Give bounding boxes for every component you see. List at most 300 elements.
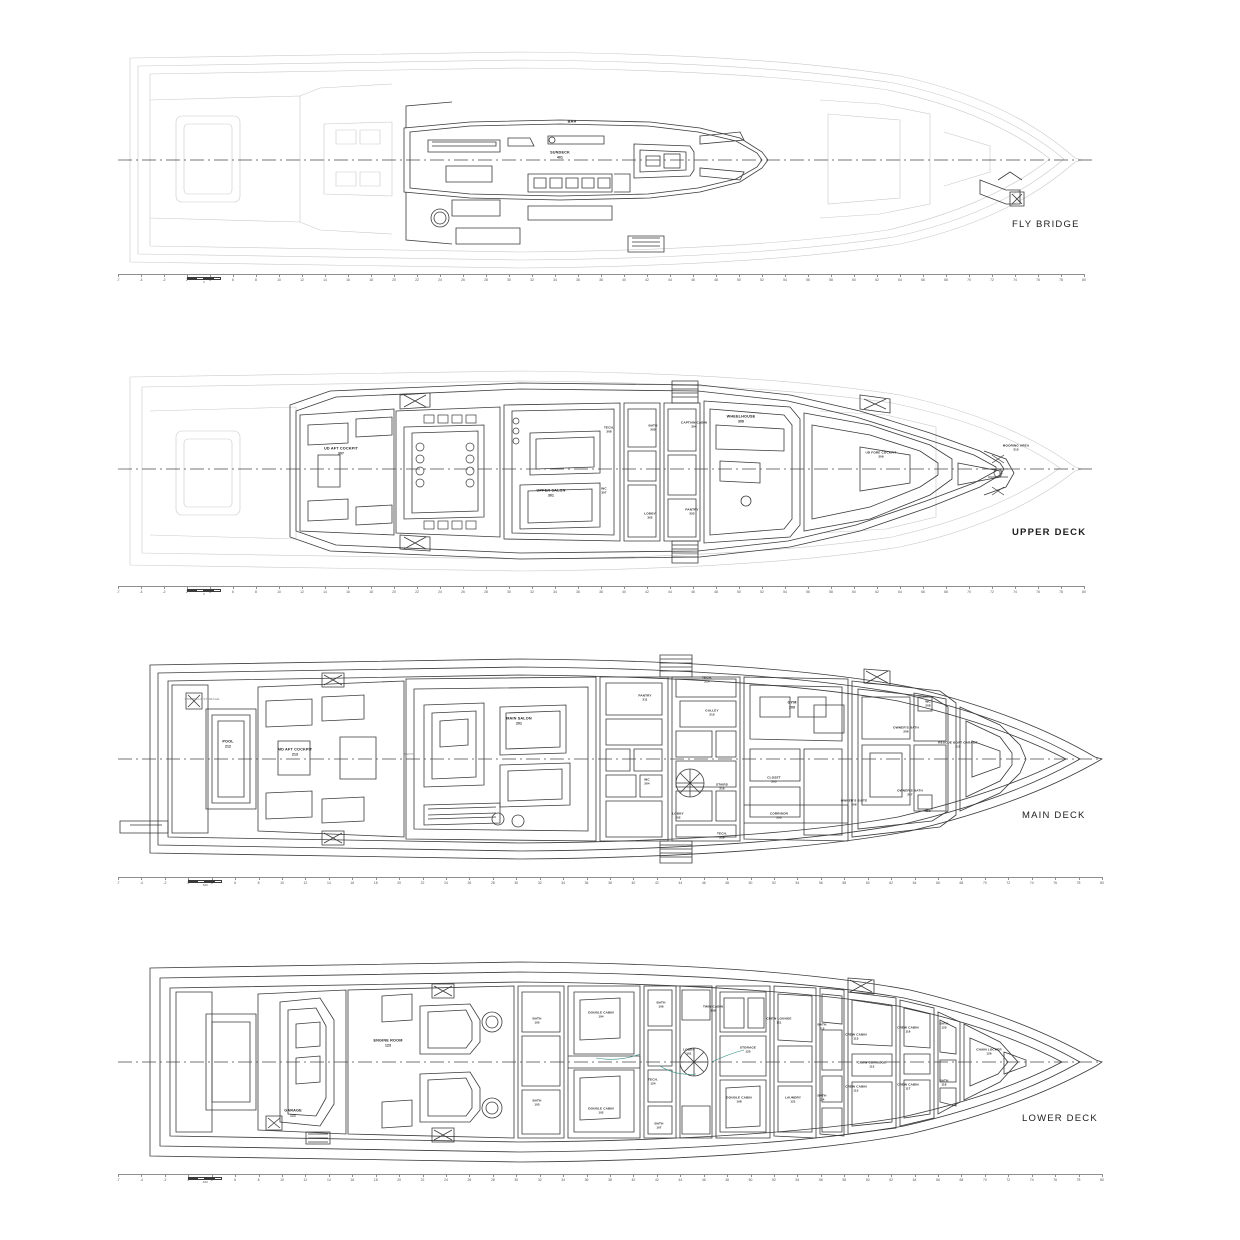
ruler-tick-label: 56 [806, 277, 810, 282]
room-number: 201 [515, 721, 523, 726]
ruler-tick-label: 74 [1029, 880, 1034, 885]
ruler-tick-label: 66 [921, 589, 925, 594]
ruler-tick-label: 52 [772, 880, 776, 885]
ruler-tick-label: 36 [576, 589, 580, 594]
room-name: CREW CABIN [845, 1084, 867, 1089]
ruler-tick-label: 68 [959, 1177, 964, 1182]
room-number: 105 [534, 1020, 540, 1025]
room-name: SUNDECK [550, 150, 570, 155]
room-name: GALLEY [705, 708, 719, 713]
ruler-tick-label: 36 [584, 880, 589, 885]
deck-title-upper-deck: UPPER DECK [1012, 527, 1087, 538]
room-number: 307 [337, 451, 345, 456]
room-name: GARAGE [284, 1108, 302, 1113]
ruler-tick-label: 58 [842, 880, 847, 885]
ruler-tick-label: 56 [806, 589, 810, 594]
room-name: CREW CABIN [845, 1032, 867, 1037]
ruler-tick-label: 10 [280, 1177, 284, 1182]
ruler-tick-label: 30 [507, 277, 511, 282]
room-name: UD FORE COCKPIT [865, 450, 897, 455]
room-name: LOBBY [672, 811, 684, 816]
room-number: 108 [736, 1099, 742, 1104]
ruler-tick-label: 14 [323, 589, 327, 594]
ruler-tick-label: 66 [936, 880, 940, 885]
ruler-tick-label: -2 [162, 589, 166, 594]
ruler-tick-label: 2 [187, 880, 190, 885]
ruler-tick-label: 16 [346, 277, 350, 282]
ruler-tick-label: 4 [210, 880, 213, 885]
ruler-tick-label: 8 [255, 589, 257, 594]
ruler-tick-label: 68 [959, 880, 964, 885]
ruler-tick-label: 74 [1013, 589, 1017, 594]
ruler-tick-label: 56 [818, 880, 823, 885]
room-name: OWNER'S BATH [893, 725, 919, 730]
room-number: 204 [644, 781, 650, 786]
ruler-tick-label: 42 [645, 277, 649, 282]
room-name: BATH [939, 1078, 949, 1083]
deck-fly-bridge [0, 40, 1240, 280]
ruler-tick-label: 70 [982, 1177, 987, 1182]
ruler-tick-label: 6 [232, 277, 234, 282]
ruler-tick-label: 42 [654, 1177, 659, 1182]
room-number: 117 [905, 1086, 911, 1091]
ruler-tick-label: 4 [209, 589, 211, 594]
ruler-tick-label: 70 [967, 589, 971, 594]
room-number: 114 [819, 1097, 825, 1102]
room-number: 310 [1013, 447, 1019, 452]
ruler-tick-label: 30 [514, 880, 519, 885]
ruler-tick-label: 48 [714, 589, 718, 594]
room-name: UPPER SALON [536, 488, 566, 493]
room-number: 216 [719, 786, 725, 791]
scale-bar-segment [204, 277, 213, 280]
ruler-tick-label: 4 [209, 277, 211, 282]
room-number: 107 [656, 1125, 662, 1130]
ruler-tick-label: 66 [936, 1177, 940, 1182]
room-number: 118 [941, 1082, 947, 1087]
room-name: CLOSET [767, 775, 781, 780]
ruler-tick-label: 32 [537, 880, 542, 885]
room-number: 301 [547, 493, 555, 498]
room-name: TECH. [701, 675, 713, 680]
ruler-tick-label: 60 [865, 1177, 870, 1182]
ruler-tick-label: 54 [783, 277, 787, 282]
ruler-tick-label: 68 [944, 277, 948, 282]
ruler-tick-label: 22 [415, 277, 419, 282]
room-number: 214 [704, 679, 710, 684]
ruler-tick-label: 48 [725, 1177, 730, 1182]
ruler-lower-deck [118, 1174, 1102, 1188]
room-name: BATH [648, 423, 658, 428]
ruler-tick-label: 78 [1076, 880, 1081, 885]
room-name: UMBRELLA STORAGE [184, 697, 220, 702]
ruler-tick-label: 28 [490, 1177, 495, 1182]
room-name: WC [601, 486, 607, 491]
scale-bar-segment [205, 1177, 214, 1180]
ruler-tick-label: 34 [561, 880, 566, 885]
ruler-tick-label: 80 [1082, 277, 1086, 282]
scale-bar-segment [197, 880, 206, 883]
deck-title-fly-bridge: FLY BRIDGE [1012, 219, 1080, 230]
room-number: 206 [851, 802, 857, 807]
room-number: 125 [745, 1049, 751, 1054]
ruler-tick-label: 36 [584, 1177, 589, 1182]
room-number: 106 [658, 1004, 664, 1009]
room-name: TECH. [603, 425, 615, 430]
room-number: 206 [903, 729, 909, 734]
room-number: 121 [790, 1099, 796, 1104]
room-name: BATH [939, 1021, 949, 1026]
room-number: 302 [647, 515, 653, 520]
ruler-tick-label: 2 [186, 589, 188, 594]
ruler-tick-label: 62 [889, 1177, 894, 1182]
room-number: 109 [710, 1008, 716, 1013]
room-number: 113 [853, 1036, 859, 1041]
ruler-tick-label: 30 [514, 1177, 519, 1182]
scale-bar-label: 2 [203, 280, 205, 285]
deck-lower [0, 950, 1240, 1190]
ruler-tick-label: 34 [553, 277, 557, 282]
ruler-tick-label: 10 [280, 880, 284, 885]
ruler-tick-label: 14 [323, 277, 327, 282]
scale-bar-segment [188, 880, 197, 883]
ruler-tick-label: 58 [829, 589, 833, 594]
room-name: OWNER'S BATH [897, 788, 923, 793]
ruler-tick-label: 62 [875, 589, 879, 594]
ruler-tick-label: 18 [373, 880, 378, 885]
room-name: DOUBLE CABIN [588, 1010, 614, 1015]
room-number: 104 [598, 1014, 604, 1019]
room-number: 120 [941, 1025, 947, 1030]
scale-bar-segment [187, 589, 196, 592]
room-number: 213 [291, 752, 299, 757]
ruler-tick-label: 50 [748, 880, 753, 885]
ruler-tick-label: 24 [438, 589, 442, 594]
scale-bar-label: 2 [203, 592, 205, 597]
ruler-tick-label: 72 [990, 589, 994, 594]
lower-deck-linework [0, 950, 1240, 1190]
ruler-tick-label: 44 [678, 1177, 683, 1182]
room-number: 306 [737, 419, 745, 424]
room-number: 211 [642, 697, 648, 702]
room-name: DOUBLE CABIN [588, 1106, 614, 1111]
ruler-tick-label: 24 [444, 880, 448, 885]
room-number: 401 [556, 155, 564, 160]
ruler-tick-label: 78 [1059, 277, 1063, 282]
ruler-tick-label: 14 [326, 880, 331, 885]
room-number: 212 [224, 744, 232, 749]
deck-title-main-deck: MAIN DECK [1022, 810, 1086, 821]
ruler-tick-label: 56 [818, 1177, 823, 1182]
ruler-tick-label: 78 [1076, 1177, 1081, 1182]
scale-bar [188, 880, 222, 888]
ruler-tick-label: 8 [257, 880, 260, 885]
room-number: 205 [771, 779, 777, 784]
room-name: BATH [656, 1000, 666, 1005]
deck-title-lower-deck: LOWER DECK [1022, 1113, 1098, 1124]
ruler-tick-label: 26 [467, 1177, 472, 1182]
ruler-tick-label: 20 [397, 880, 402, 885]
ruler-tick-label: 12 [303, 1177, 308, 1182]
ruler-tick-label: 54 [795, 880, 800, 885]
ruler-tick-label: -2 [162, 277, 166, 282]
ruler-tick-label: 6 [234, 880, 237, 885]
ruler-tick-label: -2 [163, 880, 167, 885]
ruler-tick-label: -4 [139, 880, 143, 885]
ruler-tick-label: 50 [737, 277, 741, 282]
ruler-tick-label: 16 [350, 1177, 355, 1182]
ruler-tick-label: 16 [350, 880, 355, 885]
ruler-tick-label: 80 [1100, 1177, 1104, 1182]
room-name: BATH [817, 1022, 827, 1027]
ruler-tick-label: 32 [537, 1177, 542, 1182]
ruler-tick-label: 30 [507, 589, 511, 594]
ruler-tick-label: -7 [116, 1177, 120, 1182]
ruler-tick-label: 46 [691, 589, 695, 594]
ruler-tick-label: 52 [760, 589, 764, 594]
ruler-tick-label: 14 [326, 1177, 331, 1182]
room-number: 126 [986, 1051, 992, 1056]
ruler-tick-label: 60 [865, 880, 870, 885]
ruler-tick-label: 40 [622, 589, 626, 594]
upper-deck-linework [0, 355, 1240, 595]
ruler-tick-label: 68 [944, 589, 948, 594]
ruler-tick-label: 76 [1036, 589, 1040, 594]
ruler-tick-label: -7 [116, 589, 120, 594]
ruler-tick-label: 34 [561, 1177, 566, 1182]
scale-bar-segment [197, 1177, 206, 1180]
ruler-tick-label: 64 [898, 277, 902, 282]
scale-bar-segment [213, 589, 222, 592]
ruler-tick-label: 64 [898, 589, 902, 594]
ruler-tick-label: 78 [1059, 589, 1063, 594]
ruler-tick-label: 18 [373, 1177, 378, 1182]
room-number: 124 [650, 1081, 656, 1086]
ruler-tick-label: 38 [599, 589, 603, 594]
room-number: 209 [788, 705, 796, 710]
room-number: 102 [598, 1110, 604, 1115]
ruler-tick-label: 46 [691, 277, 695, 282]
ruler-tick-label: 62 [889, 880, 894, 885]
ruler-tick-label: 64 [912, 1177, 917, 1182]
ruler-tick-label: 20 [397, 1177, 402, 1182]
ruler-tick-label: -4 [139, 277, 143, 282]
ruler-tick-label: 26 [467, 880, 472, 885]
ruler-tick-label: -2 [163, 1177, 167, 1182]
room-number: 308 [606, 429, 612, 434]
room-name: MD AFT COCKPIT [277, 747, 313, 752]
ruler-tick-label: 28 [484, 277, 488, 282]
ruler-tick-label: 50 [748, 1177, 753, 1182]
ruler-tick-label: 48 [714, 277, 718, 282]
room-name: WC [925, 809, 931, 814]
ruler-tick-label: 22 [420, 880, 425, 885]
room-name: CREW LOUNGE [766, 1016, 792, 1021]
ruler-tick-label: 76 [1036, 277, 1040, 282]
room-name: LOBBY [644, 511, 656, 516]
deck-upper [0, 355, 1240, 595]
ruler-tick-label: 6 [234, 1177, 237, 1182]
ruler-tick-label: 22 [415, 589, 419, 594]
ruler-tick-label: 60 [852, 589, 856, 594]
ruler-tick-label: 62 [875, 277, 879, 282]
scale-bar [188, 1177, 222, 1185]
ruler-tick-label: 42 [654, 880, 659, 885]
ruler-tick-label: 24 [438, 277, 442, 282]
ruler-tick-label: 26 [461, 277, 465, 282]
room-name: WC [644, 777, 650, 782]
room-name: ENGINE ROOM [373, 1038, 403, 1043]
ruler-tick-label: 4 [210, 1177, 213, 1182]
ruler-tick-label: 28 [490, 880, 495, 885]
ruler-tick-label: 54 [795, 1177, 800, 1182]
ruler-main-deck [118, 877, 1102, 891]
scale-bar-segment [204, 589, 213, 592]
ruler-tick-label: 38 [608, 880, 612, 885]
room-name: MAIN SALON [506, 716, 532, 721]
ruler-tick-label: 80 [1082, 589, 1086, 594]
room-name: BATH [532, 1016, 542, 1021]
room-number: 203 [776, 815, 782, 820]
room-number: 305 [650, 427, 656, 432]
room-name: WC [925, 699, 931, 704]
room-number: 103 [534, 1102, 540, 1107]
ruler-tick-label: 2 [187, 1177, 190, 1182]
ruler-tick-label: 6 [232, 589, 234, 594]
scale-bar-segment [188, 1177, 197, 1180]
room-number: 304 [691, 424, 697, 429]
room-name: CREW CABIN [897, 1025, 919, 1030]
room-name: PANTRY [638, 693, 652, 698]
room-name: WHEELHOUSE [726, 414, 756, 419]
ruler-tick-label: 38 [599, 277, 603, 282]
scale-bar-segment [196, 589, 205, 592]
ruler-tick-label: 40 [622, 277, 626, 282]
room-name: STORAGE [739, 1045, 757, 1050]
scale-bar-segment [213, 277, 222, 280]
ruler-tick-label: 24 [444, 1177, 448, 1182]
ruler-tick-label: 58 [829, 277, 833, 282]
ruler-tick-label: 16 [346, 589, 350, 594]
ruler-fly-bridge [118, 274, 1084, 288]
room-name: GYM [787, 700, 797, 705]
ruler-tick-label: 54 [783, 589, 787, 594]
ruler-tick-label: 58 [842, 1177, 847, 1182]
ruler-tick-label: 46 [701, 880, 706, 885]
ruler-tick-label: 20 [392, 589, 396, 594]
ruler-tick-label: -7 [116, 880, 120, 885]
room-name: CAPTAIN CABIN [680, 420, 708, 425]
room-name: STAIRS [715, 782, 729, 787]
room-name: POOL [222, 739, 234, 744]
scale-bar [187, 277, 221, 285]
ruler-tick-label: 74 [1013, 277, 1017, 282]
ruler-tick-label: 22 [420, 1177, 425, 1182]
room-number: 202 [675, 815, 681, 820]
ruler-tick-label: -4 [139, 1177, 143, 1182]
room-name: CREW CORRIDOR [857, 1060, 887, 1065]
room-name: CREW CABIN [897, 1082, 919, 1087]
room-number: 111 [776, 1020, 782, 1025]
room-name: TECH. [647, 1077, 659, 1082]
room-name: LAUNDRY [784, 1095, 802, 1100]
room-name: TWIN CABIN [702, 1004, 724, 1009]
ruler-tick-label: 70 [967, 277, 971, 282]
ruler-tick-label: 74 [1029, 1177, 1034, 1182]
ruler-tick-label: 52 [772, 1177, 776, 1182]
room-number: 110 [819, 1026, 825, 1031]
ruler-tick-label: 72 [1006, 1177, 1011, 1182]
ruler-tick-label: 42 [645, 589, 649, 594]
ruler-tick-label: 26 [461, 589, 465, 594]
scale-bar-segment [205, 880, 214, 883]
room-number: 112 [869, 1064, 875, 1069]
ruler-tick-label: 76 [1053, 880, 1058, 885]
ruler-tick-label: 66 [921, 277, 925, 282]
scale-bar-segment [214, 880, 223, 883]
ruler-tick-label: -7 [116, 277, 120, 282]
room-name: CORRIDOR [769, 811, 789, 816]
scale-bar-segment [187, 277, 196, 280]
ruler-tick-label: 10 [277, 589, 281, 594]
room-number: 309 [878, 454, 884, 459]
ruler-tick-label: 10 [277, 277, 281, 282]
room-number: 215 [955, 744, 961, 749]
fly-bridge-linework [0, 40, 1240, 280]
scale-bar-label: 400 [202, 883, 208, 888]
ruler-tick-label: 20 [392, 277, 396, 282]
scale-bar-label: 400 [202, 1180, 208, 1185]
room-number: 307 [601, 490, 607, 495]
room-number: 122 [289, 1113, 297, 1118]
room-name: DOUBLE CABIN [726, 1095, 752, 1100]
ruler-tick-label: 80 [1100, 880, 1104, 885]
room-name: BATH [532, 1098, 542, 1103]
ruler-tick-label: 46 [701, 1177, 706, 1182]
ruler-tick-label: 18 [369, 277, 373, 282]
ruler-tick-label: 72 [990, 277, 994, 282]
room-name: UD AFT COCKPIT [323, 446, 359, 451]
ruler-tick-label: -4 [139, 589, 143, 594]
ruler-tick-label: 2 [186, 277, 188, 282]
ruler-tick-label: 12 [303, 880, 308, 885]
room-name: RESCUE BOAT GARAGE [938, 740, 978, 745]
scale-bar [187, 589, 221, 597]
room-name: BATH [654, 1121, 664, 1126]
scale-bar-segment [196, 277, 205, 280]
room-number: 219 [719, 835, 725, 840]
room-number: 116 [905, 1029, 911, 1034]
ruler-tick-label: 32 [530, 277, 534, 282]
room-name: TECH. [716, 831, 728, 836]
room-name: MOORING AREA [1002, 443, 1030, 448]
ruler-tick-label: 70 [982, 880, 987, 885]
room-number: 123 [384, 1043, 392, 1048]
ruler-tick-label: 72 [1006, 880, 1011, 885]
room-number: 210 [709, 712, 715, 717]
ruler-tick-label: 38 [608, 1177, 612, 1182]
ruler-tick-label: 44 [668, 589, 672, 594]
ruler-tick-label: 32 [530, 589, 534, 594]
ruler-tick-label: 36 [576, 277, 580, 282]
ruler-tick-label: 76 [1053, 1177, 1058, 1182]
ruler-tick-label: 60 [852, 277, 856, 282]
room-number: 115 [853, 1088, 859, 1093]
room-name: BAR [567, 119, 577, 124]
ruler-tick-label: 8 [257, 1177, 260, 1182]
ruler-tick-label: 48 [725, 880, 730, 885]
scale-bar-segment [214, 1177, 223, 1180]
